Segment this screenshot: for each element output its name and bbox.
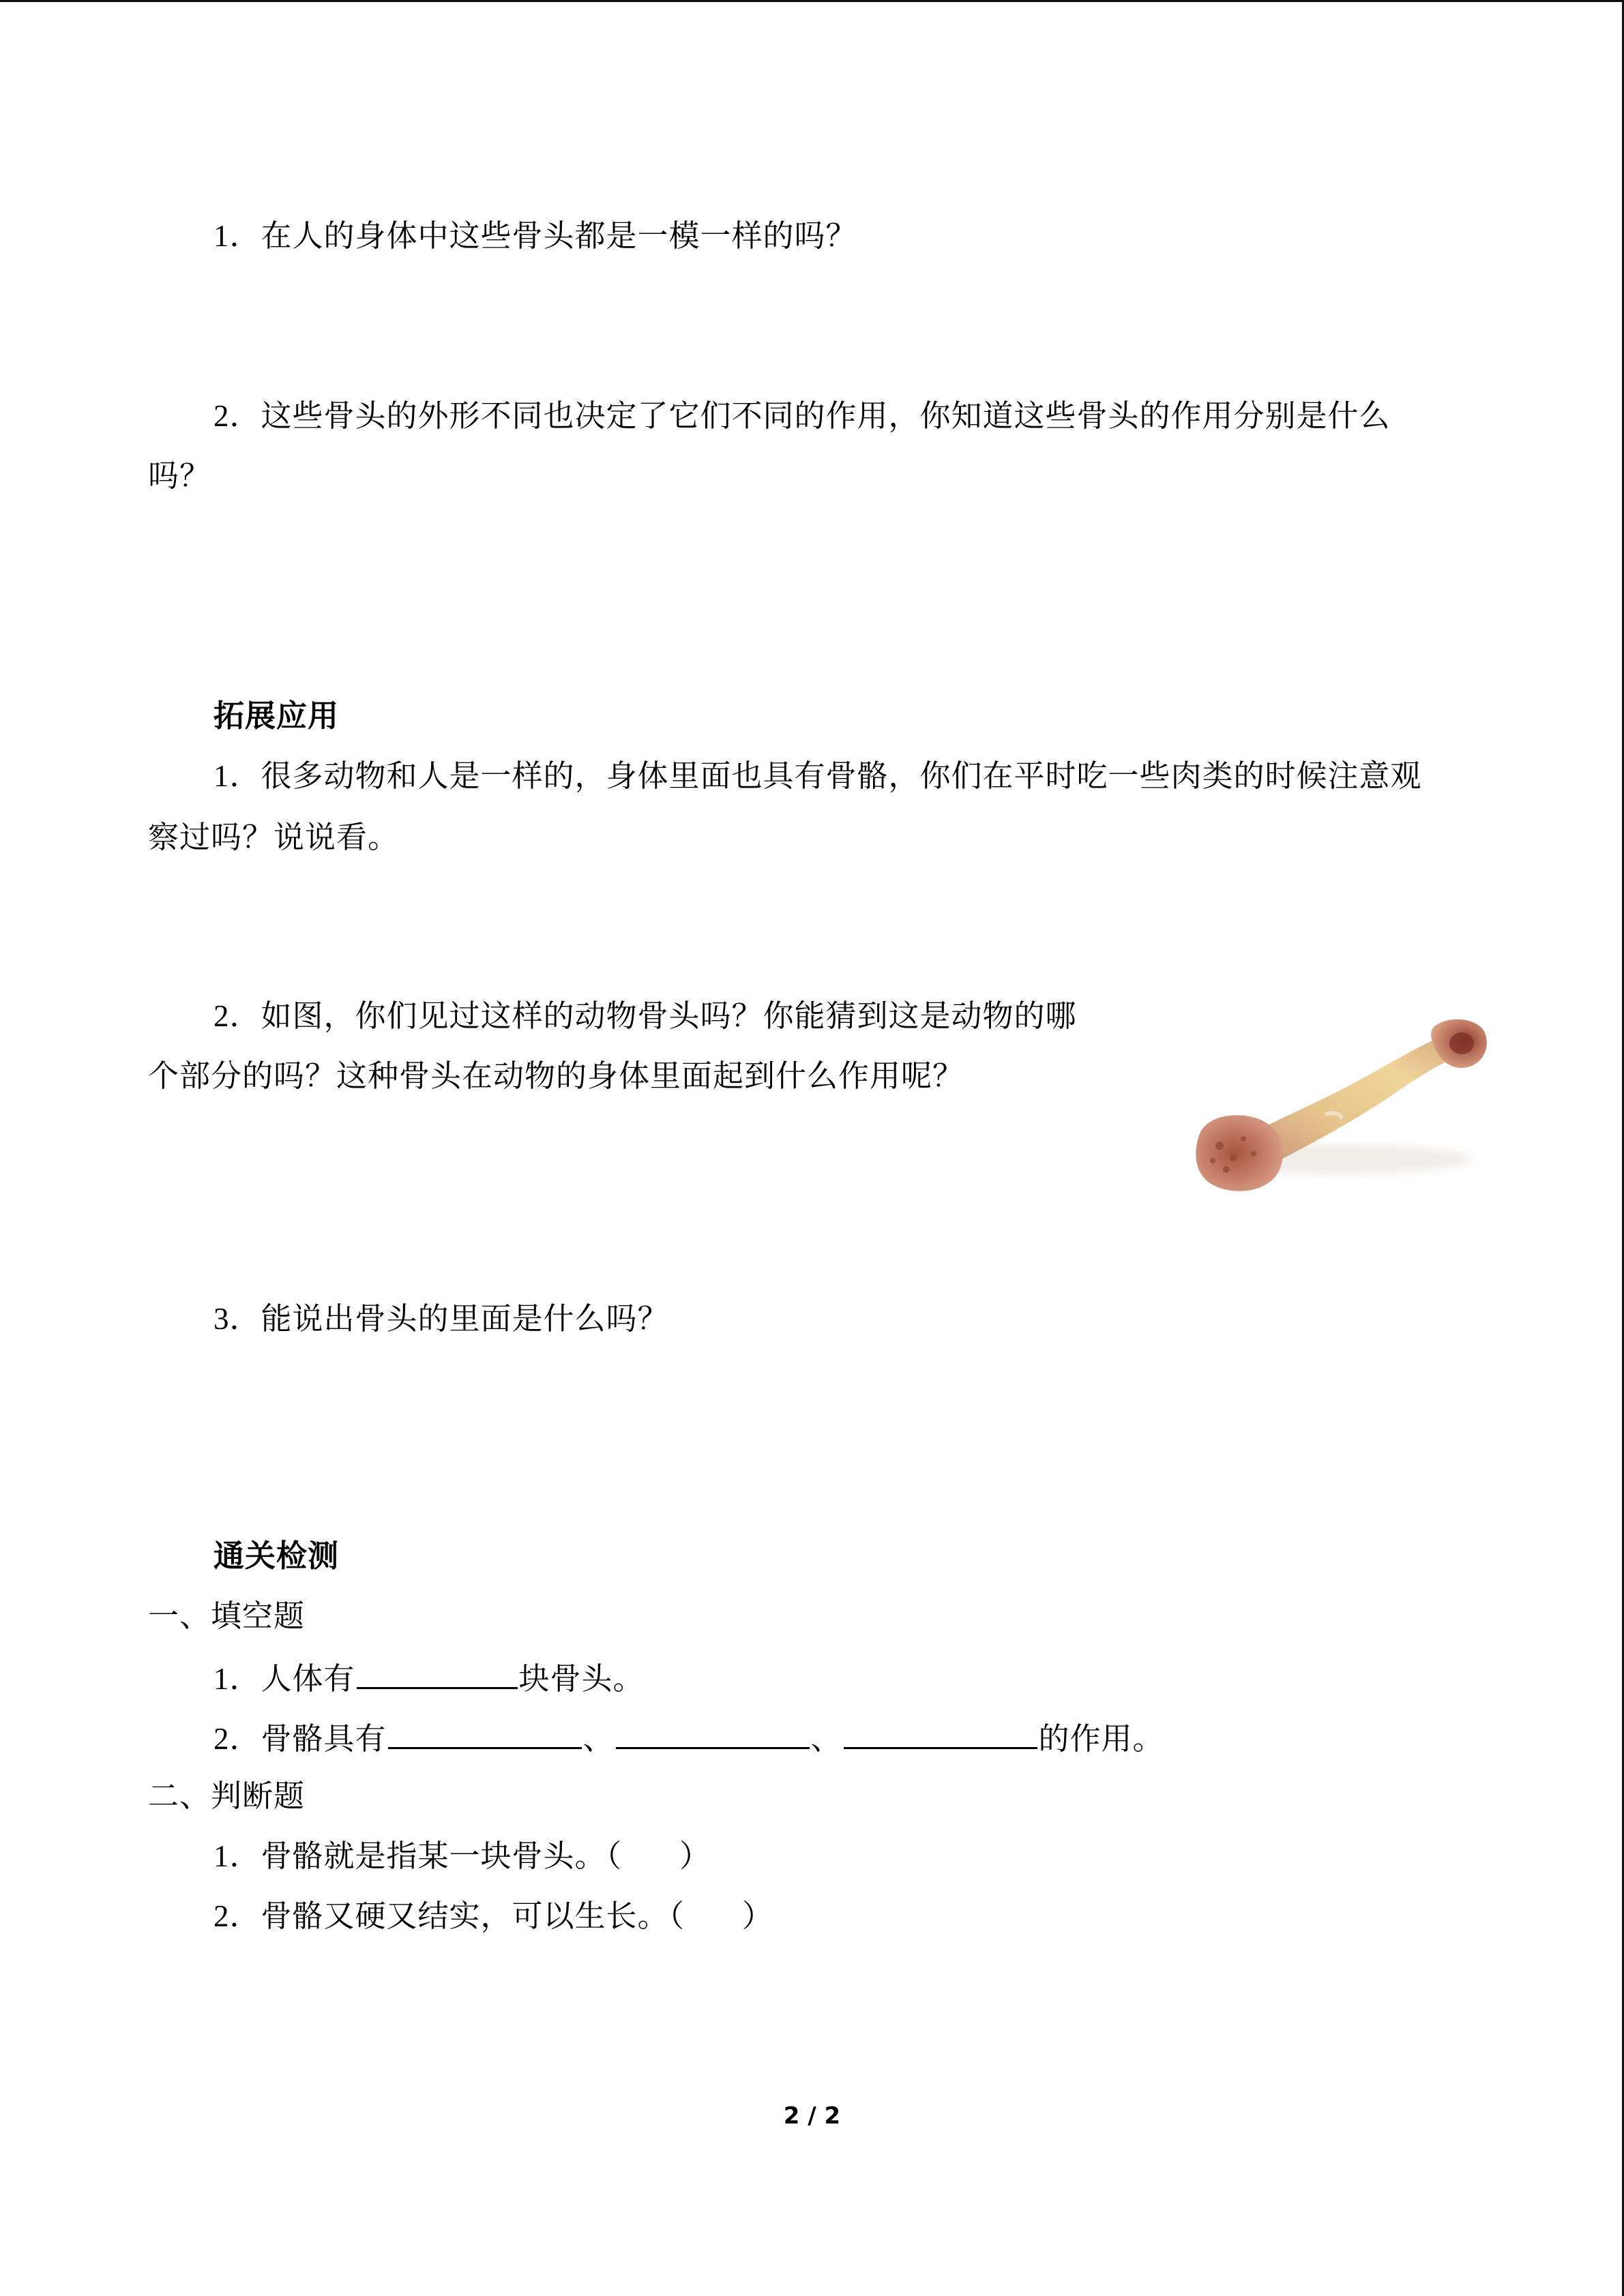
fill-blank-q2-suffix: 的作用。 — [1038, 1722, 1164, 1756]
fill-blank-q2-prefix: 2．骨骼具有 — [213, 1722, 387, 1756]
true-false-q1-close: ） — [679, 1839, 711, 1873]
question-2-line-2: 吗？ — [148, 459, 211, 493]
fill-blank-q1-prefix: 1．人体有 — [213, 1662, 355, 1696]
fill-blank-question-1 — [213, 1657, 645, 1698]
true-false-q2-close: ） — [742, 1899, 774, 1933]
fill-blank-title: 一、填空题 — [148, 1599, 306, 1633]
extension-question-1-line-1: 1．很多动物和人是一样的，身体里面也具有骨骼，你们在平时吃一些肉类的时候注意观 — [213, 759, 1422, 793]
extension-question-2-line-2: 个部分的吗？这种骨头在动物的身体里面起到什么作用呢？ — [148, 1059, 964, 1093]
true-false-question-2 — [213, 1897, 773, 1935]
true-false-title: 二、判断题 — [148, 1779, 306, 1813]
extension-question-3: 3．能说出骨头的里面是什么吗？ — [213, 1302, 669, 1336]
page-border-top — [0, 0, 1624, 2]
page-number: 2 / 2 — [783, 2102, 841, 2130]
fill-blank-q2-answer-line-2[interactable] — [616, 1717, 810, 1749]
extension-question-2-line-1: 2．如图，你们见过这样的动物骨头吗？你能猜到这是动物的哪 — [213, 999, 1077, 1033]
true-false-question-1 — [213, 1837, 711, 1875]
true-false-q1-text: 1．骨骼就是指某一块骨头。（ — [213, 1839, 623, 1873]
checkpoint-heading: 通关检测 — [213, 1539, 340, 1573]
extension-heading: 拓展应用 — [213, 699, 340, 733]
animal-bone-image — [1179, 975, 1499, 1207]
fill-blank-q2-answer-line-3[interactable] — [844, 1717, 1037, 1749]
true-false-q2-text: 2．骨骼又硬又结实，可以生长。（ — [213, 1899, 685, 1933]
fill-blank-q2-sep-1: 、 — [582, 1722, 615, 1756]
bone-icon — [1179, 975, 1499, 1207]
question-1: 1．在人的身体中这些骨头都是一模一样的吗？ — [213, 219, 857, 253]
fill-blank-question-2 — [213, 1717, 1164, 1758]
fill-blank-q1-suffix: 块骨头。 — [518, 1662, 645, 1696]
fill-blank-q2-answer-line-1[interactable] — [388, 1717, 582, 1749]
fill-blank-q1-answer-line[interactable] — [357, 1657, 518, 1689]
question-2-line-1: 2．这些骨头的外形不同也决定了它们不同的作用，你知道这些骨头的作用分别是什么 — [213, 399, 1391, 433]
fill-blank-q2-sep-2: 、 — [810, 1722, 842, 1756]
extension-question-1-line-2: 察过吗？说说看。 — [148, 820, 400, 854]
